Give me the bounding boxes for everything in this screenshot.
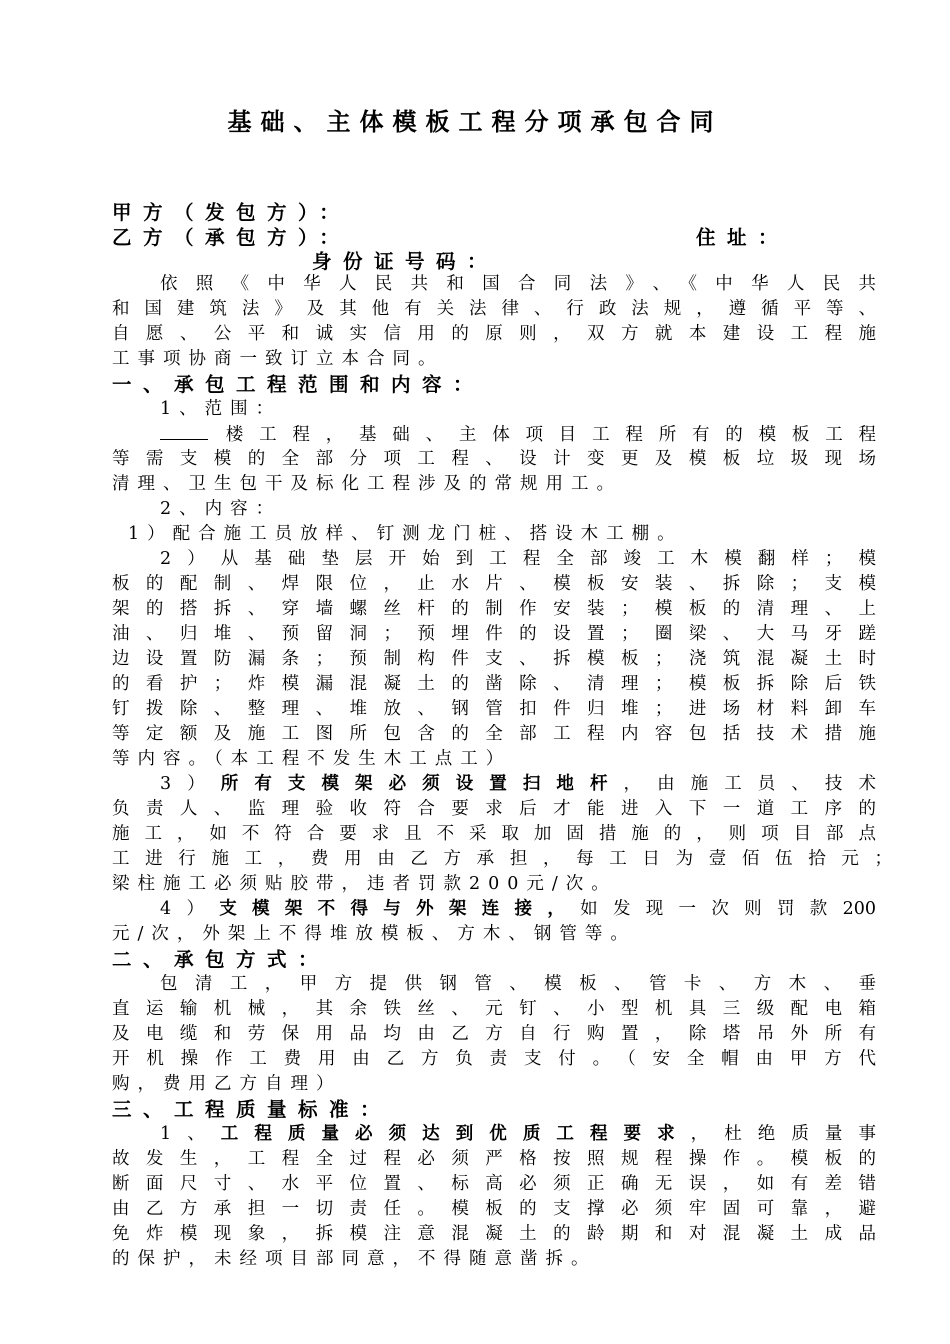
section-2-line: 直运输机械，其余铁丝、元钉、小型机具三级配电箱 — [112, 999, 876, 1019]
section-3-line: 故发生，工程全过程必须严格按照规程操作。模板的 — [112, 1149, 876, 1169]
scope-line: 楼工程，基础、主体项目工程所有的模板工程 — [160, 422, 876, 447]
scope-line: 等需支模的全部分项工程、设计变更及模板垃圾现场 — [112, 449, 876, 469]
content-item-3: 负责人、监理验收符合要求后才能进入下一道工序的 — [112, 799, 876, 819]
content-item-4: 4）支模架不得与外架连接，如发现一次则罚款200 — [160, 899, 877, 919]
content-item-1: 1）配合施工员放样、钉测龙门桩、搭设木工棚。 — [128, 524, 683, 544]
content-item-2: 钉拨除、整理、堆放、钢管扣件归堆；进场材料卸车 — [112, 699, 876, 719]
section-3-line: 免炸模现象，拆模注意混凝土的龄期和对混凝土成品 — [112, 1224, 876, 1244]
document-title: 基础、主体模板工程分项承包合同 — [227, 107, 723, 136]
content-label: 2、内容： — [160, 499, 282, 519]
section-3-line: 的保护，未经项目部同意，不得随意凿拆。 — [112, 1249, 597, 1269]
party-b-label: 乙方（承包方）： — [112, 226, 351, 249]
content-item-2: 2）从基础垫层开始到工程全部竣工木模翻样；模 — [160, 549, 876, 569]
content-item-3: 施工，如不符合要求且不采取加固措施的，则项目部点 — [112, 824, 876, 844]
party-a-label: 甲方（发包方）： — [112, 201, 351, 224]
section-3-line: 由乙方承担一切责任。模板的支撑必须牢固可靠，避 — [112, 1199, 876, 1219]
section-2-heading: 二、承包方式： — [112, 948, 330, 971]
content-item-4: 元/次，外架上不得堆放模板、方木、钢管等。 — [112, 924, 636, 944]
section-2-line: 包清工，甲方提供钢管、模板、管卡、方木、垂 — [160, 974, 876, 994]
section-3-line: 断面尺寸、水平位置、标高必须正确无误，如有差错 — [112, 1174, 876, 1194]
content-item-2: 的看护；炸模漏混凝土的凿除、清理；模板拆除后铁 — [112, 674, 876, 694]
section-2-line: 购，费用乙方自理） — [112, 1074, 342, 1094]
section-2-line: 开机操作工费用由乙方负责支付。（安全帽由甲方代 — [112, 1049, 876, 1069]
content-item-2: 等定额及施工图所包含的全部工程内容包括技术措施 — [112, 724, 876, 744]
content-item-2: 等内容。（本工程不发生木工点工） — [112, 749, 512, 769]
preamble-line: 依照《中华人民共和国合同法》、《中华人民共 — [160, 274, 876, 294]
content-item-2: 边设置防漏条；预制构件支、拆模板；浇筑混凝土时 — [112, 649, 876, 669]
address-label: 住址： — [696, 226, 790, 249]
section-3-heading: 三、工程质量标准： — [112, 1098, 392, 1121]
scope-line: 清理、卫生包干及标化工程涉及的常规用工。 — [112, 474, 622, 494]
section-3-item-1: 1、工程质量必须达到优质工程要求，杜绝质量事 — [160, 1124, 876, 1144]
preamble-line: 自愿、公平和诚实信用的原则，双方就本建设工程施 — [112, 324, 876, 344]
content-item-2: 板的配制、焊限位，止水片、模板安装、拆除；支模 — [112, 574, 876, 594]
scope-label: 1、范围： — [160, 399, 282, 419]
content-item-3: 3）所有支模架必须设置扫地杆，由施工员、技术 — [160, 774, 876, 794]
preamble-line: 和国建筑法》及其他有关法律、行政法规，遵循平等、 — [112, 299, 876, 319]
content-item-3: 梁柱施工必须贴胶带，违者罚款200元/次。 — [112, 874, 617, 894]
content-item-2: 油、归堆、预留洞；预埋件的设置；圈梁、大马牙蹉 — [112, 624, 876, 644]
id-number-label: 身份证号码： — [312, 250, 499, 273]
building-name-blank — [160, 422, 208, 440]
preamble-line: 工事项协商一致订立本合同。 — [112, 349, 444, 369]
content-item-2: 架的搭拆、穿墙螺丝杆的制作安装；模板的清理、上 — [112, 599, 876, 619]
section-2-line: 及电缆和劳保用品均由乙方自行购置，除塔吊外所有 — [112, 1024, 876, 1044]
content-item-3: 工进行施工，费用由乙方承担，每工日为壹佰伍拾元； — [112, 849, 892, 869]
section-1-heading: 一、承包工程范围和内容： — [112, 373, 485, 396]
